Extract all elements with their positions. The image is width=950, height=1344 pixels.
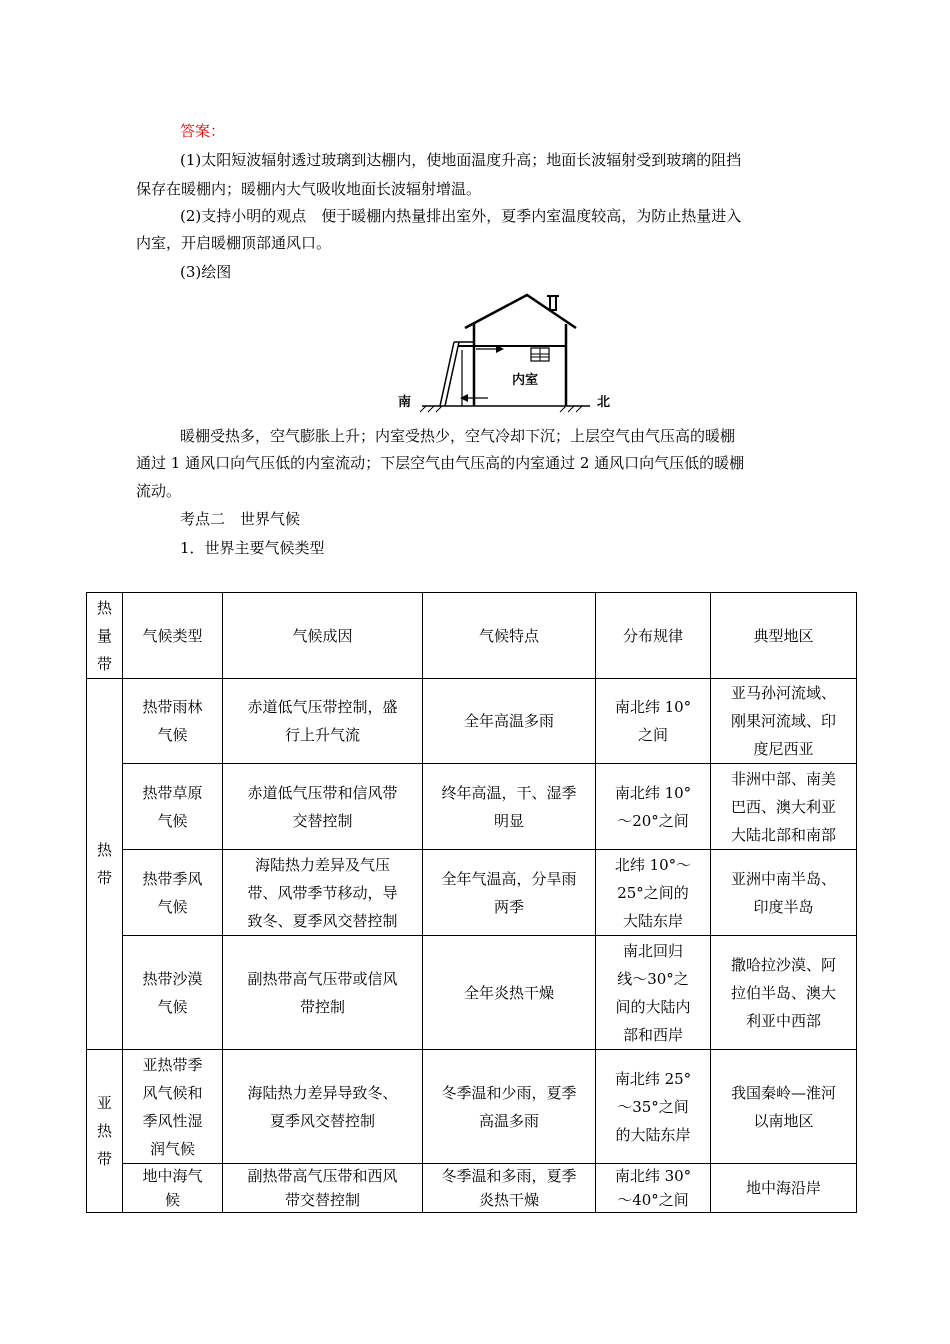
- table-header: 典型地区: [711, 593, 857, 679]
- table-cell: 冬季温和多雨，夏季 炎热干燥: [423, 1164, 596, 1213]
- table-cell: 海陆热力差异导致冬、 夏季风交替控制: [223, 1050, 423, 1164]
- table-cell: 海陆热力差异及气压 带、风带季节移动，导 致冬、夏季风交替控制: [223, 850, 423, 936]
- diagram-indoor-label: 内室: [511, 373, 539, 388]
- section-heading: 考点二 世界气候: [180, 510, 301, 528]
- answer-3: (3)绘图: [180, 263, 232, 281]
- table-row: [87, 850, 857, 936]
- diagram-north-label: 北: [597, 395, 611, 410]
- table-cell: 北纬 10°～ 25°之间的 大陆东岸: [596, 850, 711, 936]
- table-header: 热 量 带: [87, 593, 123, 679]
- table-cell: 热带草原 气候: [123, 764, 223, 850]
- table-cell: 地中海沿岸: [711, 1164, 857, 1213]
- table-cell: 副热带高气压带和西风 带交替控制: [223, 1164, 423, 1213]
- zone-subtropical: 亚 热 带: [87, 1050, 123, 1213]
- table-cell: 南北纬 10° 之间: [596, 679, 711, 764]
- table-cell: 南北纬 30° ～40°之间: [596, 1164, 711, 1213]
- greenhouse-diagram: [390, 290, 620, 415]
- table-row: [87, 936, 857, 1050]
- explanation-line-3: 流动。: [136, 482, 182, 500]
- answer-1-line-2: 保存在暖棚内；暖棚内大气吸收地面长波辐射增温。: [136, 180, 482, 198]
- answer-2-line-1: (2)支持小明的观点 便于暖棚内热量排出室外，夏季内室温度较高，为防止热量进入: [180, 207, 742, 225]
- zone-tropical: 热 带: [87, 679, 123, 1050]
- table-cell: 非洲中部、南美 巴西、澳大利亚 大陆北部和南部: [711, 764, 857, 850]
- table-cell: 副热带高气压带或信风 带控制: [223, 936, 423, 1050]
- section-subheading: 1．世界主要气候类型: [180, 539, 325, 557]
- explanation-line-2: 通过 1 通风口向气压低的内室流动；下层空气由气压高的内室通过 2 通风口向气压低的暖棚: [136, 454, 745, 472]
- table-row: [87, 1050, 857, 1164]
- table-cell: 热带沙漠 气候: [123, 936, 223, 1050]
- table-cell: 我国秦岭—淮河 以南地区: [711, 1050, 857, 1164]
- table-cell: 亚热带季 风气候和 季风性湿 润气候: [123, 1050, 223, 1164]
- table-cell: 热带雨林 气候: [123, 679, 223, 764]
- table-header: 气候类型: [123, 593, 223, 679]
- answer-label: 答案：: [180, 122, 226, 140]
- table-header: 气候特点: [423, 593, 596, 679]
- explanation-line-1: 暖棚受热多，空气膨胀上升；内室受热少，空气冷却下沉；上层空气由气压高的暖棚: [180, 427, 736, 445]
- diagram-south-label: 南: [398, 395, 412, 410]
- table-cell: 终年高温，干、湿季 明显: [423, 764, 596, 850]
- table-header-row: [87, 593, 857, 679]
- table-row: [87, 1164, 857, 1213]
- table-cell: 撒哈拉沙漠、阿 拉伯半岛、澳大 利亚中西部: [711, 936, 857, 1050]
- table-cell: 亚马孙河流域、 刚果河流域、印 度尼西亚: [711, 679, 857, 764]
- table-cell: 全年气温高，分旱雨 两季: [423, 850, 596, 936]
- table-cell: 赤道低气压带控制，盛 行上升气流: [223, 679, 423, 764]
- table-header: 分布规律: [596, 593, 711, 679]
- climate-table: [86, 592, 857, 1213]
- table-cell: 南北纬 25° ～35°之间 的大陆东岸: [596, 1050, 711, 1164]
- table-cell: 亚洲中南半岛、 印度半岛: [711, 850, 857, 936]
- answer-2-line-2: 内室，开启暖棚顶部通风口。: [136, 234, 332, 252]
- table-cell: 赤道低气压带和信风带 交替控制: [223, 764, 423, 850]
- table-cell: 冬季温和少雨，夏季 高温多雨: [423, 1050, 596, 1164]
- table-header: 气候成因: [223, 593, 423, 679]
- table-cell: 南北回归 线～30°之 间的大陆内 部和西岸: [596, 936, 711, 1050]
- table-cell: 南北纬 10° ～20°之间: [596, 764, 711, 850]
- table-row: [87, 679, 857, 764]
- table-row: [87, 764, 857, 850]
- table-cell: 地中海气 候: [123, 1164, 223, 1213]
- table-cell: 热带季风 气候: [123, 850, 223, 936]
- answer-1-line-1: (1)太阳短波辐射透过玻璃到达棚内，使地面温度升高；地面长波辐射受到玻璃的阻挡: [180, 151, 742, 169]
- table-cell: 全年高温多雨: [423, 679, 596, 764]
- table-cell: 全年炎热干燥: [423, 936, 596, 1050]
